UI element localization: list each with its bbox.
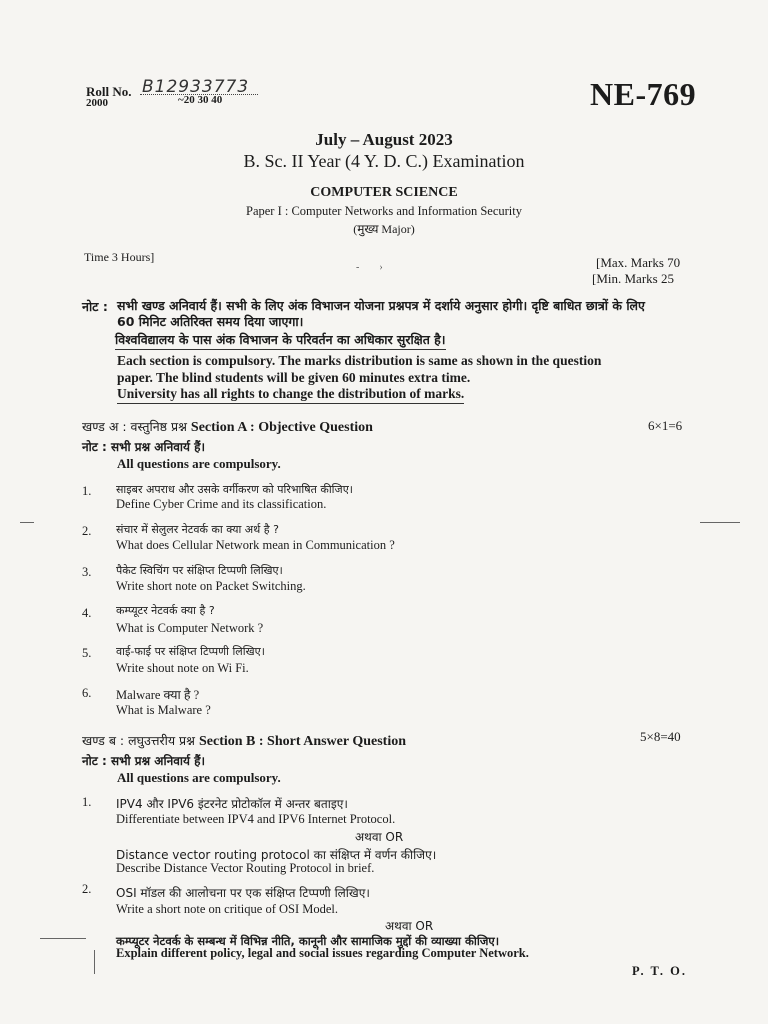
exam-title: B. Sc. II Year (4 Y. D. C.) Examination xyxy=(243,151,525,171)
section-a-heading xyxy=(82,418,373,436)
question-number: 1. xyxy=(82,484,92,498)
question-number: 3. xyxy=(82,565,92,579)
question-hindi: संचार में सेलुलर नेटवर्क का क्या अर्थ है ? xyxy=(116,523,279,536)
question-english: Differentiate between IPV4 and IPV6 Internet Protocol. xyxy=(116,812,396,826)
section-b-note-english: All questions are compulsory. xyxy=(117,770,281,785)
scan-mark xyxy=(700,522,740,523)
year-code: 2000 xyxy=(86,97,108,109)
section-a-note-hindi: नोट : सभी प्रश्न अनिवार्य हैं। xyxy=(82,440,206,454)
roll-number-label: Roll No. xyxy=(86,84,132,99)
paper-code: NE-769 xyxy=(590,76,697,112)
alternate-question-hindi: Distance vector routing protocol का संक्षिप्त में वर्णन कीजिए। xyxy=(116,848,437,862)
note-english-line-3: University has all rights to change the distribution of marks. xyxy=(117,386,464,404)
question-number: 1. xyxy=(82,795,92,809)
section-a-marks: 6×1=6 xyxy=(648,418,683,433)
time-allowed: Time 3 Hours] xyxy=(84,250,155,264)
section-b-title: Section B : Short Answer Question xyxy=(198,734,407,749)
scan-mark xyxy=(94,950,95,974)
question-hindi: पैकेट स्विचिंग पर संक्षिप्त टिप्पणी लिखिए। xyxy=(116,564,283,577)
question-english: Write shout note on Wi Fi. xyxy=(116,661,249,675)
subject-title: COMPUTER SCIENCE xyxy=(310,185,458,200)
section-b-prefix: खण्ड ब : लघुउत्तरीय प्रश्न xyxy=(82,733,195,748)
min-marks: [Min. Marks 25 xyxy=(592,271,674,286)
or-separator: अथवा OR xyxy=(355,830,404,844)
max-marks: [Max. Marks 70 xyxy=(596,255,681,270)
question-english: Define Cyber Crime and its classification. xyxy=(116,497,327,511)
section-b-marks: 5×8=40 xyxy=(640,729,681,744)
question-number: 5. xyxy=(82,646,92,660)
paper-major: (मुख्य Major) xyxy=(353,222,415,236)
question-english: What does Cellular Network mean in Communication ? xyxy=(116,538,395,552)
alternate-question-hindi: कम्प्यूटर नेटवर्क के सम्बन्ध में विभिन्न नीति, कानूनी और सामाजिक मुद्दों की व्याख्या कीजिए। xyxy=(116,934,500,948)
question-hindi: IPV4 और IPV6 इंटरनेट प्रोटोकॉल में अन्तर बताइए। xyxy=(116,797,348,811)
alternate-question-english: Explain different policy, legal and social issues regarding Computer Network. xyxy=(116,946,529,960)
question-english: Write short note on Packet Switching. xyxy=(116,579,306,593)
note-english-line-2: paper. The blind students will be given 60 minutes extra time. xyxy=(117,370,471,385)
center-codes: ~20 30 40 xyxy=(178,94,223,106)
question-hindi: OSI मॉडल की आलोचना पर एक संक्षिप्त टिप्पणी लिखिए। xyxy=(116,886,370,900)
paper-title: Paper I : Computer Networks and Information Security xyxy=(246,204,522,218)
page-turn-over: P. T. O. xyxy=(632,964,688,978)
note-hindi-line-3: विश्वविद्यालय के पास अंक विभाजन के परिवर्तन का अधिकार सुरक्षित है। xyxy=(115,331,446,350)
question-english: Write a short note on critique of OSI Model. xyxy=(116,902,339,916)
scan-mark xyxy=(20,522,34,523)
section-b-note-hindi: नोट : सभी प्रश्न अनिवार्य हैं। xyxy=(82,754,206,768)
question-hindi: Malware क्या है ? xyxy=(116,688,200,702)
or-separator: अथवा OR xyxy=(385,919,434,933)
note-hindi-line-1: सभी खण्ड अनिवार्य हैं। सभी के लिए अंक विभाजन योजना प्रश्नपत्र में दर्शाये अनुसार होगी। दृष्टि बाधित छात्रों के लिए xyxy=(117,298,645,313)
question-hindi: वाई-फाई पर संक्षिप्त टिप्पणी लिखिए। xyxy=(116,645,265,658)
section-a-title: Section A : Objective Question xyxy=(190,420,373,435)
roll-number-value: B12933773 xyxy=(142,77,250,97)
note-label: नोट : xyxy=(82,299,108,314)
section-b-heading xyxy=(82,732,406,750)
note-hindi-line-2: 60 मिनिट अतिरिक्त समय दिया जाएगा। xyxy=(117,314,304,329)
scan-mark xyxy=(40,938,86,939)
question-hindi: साइबर अपराध और उसके वर्गीकरण को परिभाषित कीजिए। xyxy=(116,483,353,496)
question-number: 2. xyxy=(82,524,92,538)
scan-specks: - › xyxy=(356,262,383,273)
section-a-note-english: All questions are compulsory. xyxy=(117,456,281,471)
note-english-line-1: Each section is compulsory. The marks distribution is same as shown in the question xyxy=(117,353,602,368)
alternate-question-english: Describe Distance Vector Routing Protocol in brief. xyxy=(116,861,375,875)
question-number: 4. xyxy=(82,606,92,620)
exam-session: July – August 2023 xyxy=(315,130,453,149)
question-english: What is Malware ? xyxy=(116,703,211,717)
question-english: What is Computer Network ? xyxy=(116,621,264,635)
question-number: 2. xyxy=(82,882,92,896)
question-hindi: कम्प्यूटर नेटवर्क क्या है ? xyxy=(116,604,215,617)
section-a-prefix: खण्ड अ : वस्तुनिष्ठ प्रश्न xyxy=(82,419,187,434)
question-number: 6. xyxy=(82,686,92,700)
